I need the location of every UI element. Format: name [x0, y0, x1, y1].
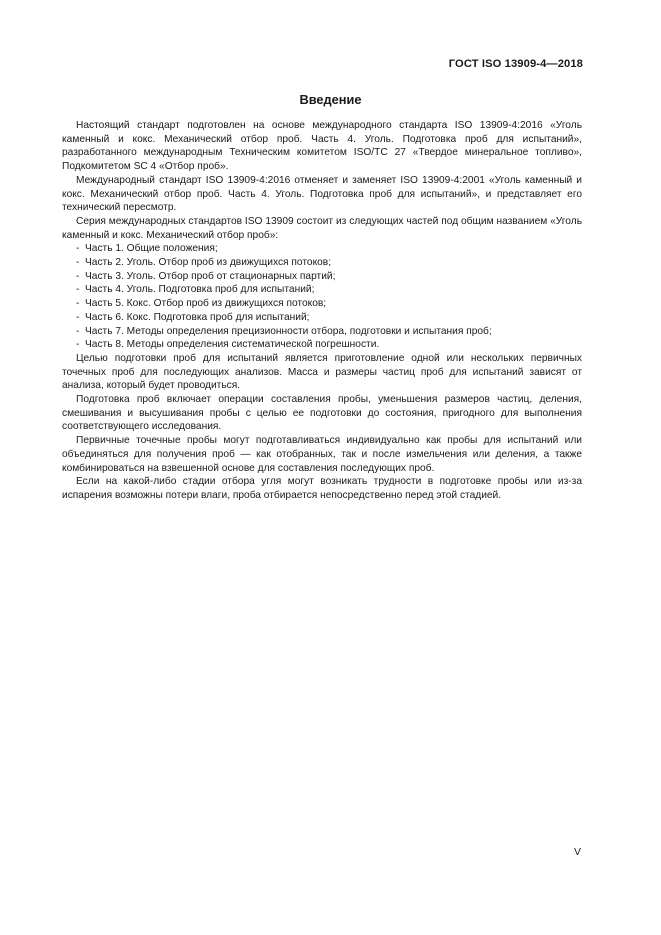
list-item: [76, 338, 582, 352]
list-marker: -: [76, 298, 80, 310]
list-marker: -: [76, 243, 80, 255]
list-item-text: Часть 7. Методы определения прецизионности отбора, подготовки и испытания проб;: [85, 325, 492, 337]
paragraph: Настоящий стандарт подготовлен на основе международного стандарта ISO 13909-4:2016 «Уголь каменный и кокс. Механический отбор проб. Часть 4. Уголь. Подготовка проб для испытаний», разработанного международным Техническим комитетом ISO/TC 27 «Твердое минеральное топливо», Подкомитетом SC 4 «Отбор проб».: [62, 120, 582, 173]
list-item: [76, 297, 582, 311]
list-item-text: Часть 5. Кокс. Отбор проб из движущихся потоков;: [85, 298, 327, 310]
list-item-text: Часть 3. Уголь. Отбор проб от стационарных партий;: [85, 270, 336, 282]
list-item-text: Часть 4. Уголь. Подготовка проб для испытаний;: [85, 284, 315, 296]
list-item-text: Часть 8. Методы определения систематической погрешности.: [85, 339, 380, 351]
section-title: Введение: [299, 92, 362, 107]
list-item: [76, 242, 582, 256]
paragraph: Если на какой-либо стадии отбора угля могут возникать трудности в подготовке пробы или из-за испарения возможны потери влаги, проба отбирается непосредственно перед этой стадией.: [62, 476, 582, 501]
list-item-text: Часть 2. Уголь. Отбор проб из движущихся потоков;: [85, 257, 332, 269]
document-body: [62, 119, 582, 503]
list-item: [76, 256, 582, 270]
parts-list: [62, 242, 582, 352]
paragraph: Серия международных стандартов ISO 13909 состоит из следующих частей под общим названием «Уголь каменный и кокс. Механический отбор проб»:: [62, 215, 582, 241]
list-item-text: Часть 6. Кокс. Подготовка проб для испытаний;: [85, 311, 310, 323]
list-item: [76, 311, 582, 325]
list-item-text: Часть 1. Общие положения;: [85, 243, 218, 255]
page-number: V: [573, 846, 581, 858]
list-marker: -: [76, 284, 80, 296]
paragraph: Целью подготовки проб для испытаний является приготовление одной или нескольких первичных точечных проб для последующих анализов. Масса и размеры частиц проб для испытаний зависят от анализа, который будет проводиться.: [62, 352, 582, 392]
list-marker: -: [76, 257, 80, 269]
paragraph: Подготовка проб включает операции составления пробы, уменьшения размеров частиц, деления, смешивания и высушивания пробы с целью ее подготовки до состояния, пригодного для выполнения соответствующего исследования.: [62, 394, 582, 433]
list-marker: -: [76, 325, 80, 337]
document-code: ГОСТ ISO 13909-4—2018: [448, 58, 583, 70]
list-marker: -: [76, 270, 80, 282]
list-marker: -: [76, 339, 80, 351]
list-marker: -: [76, 311, 80, 323]
list-item: [76, 283, 582, 297]
list-item: [76, 270, 582, 284]
paragraph: Международный стандарт ISO 13909-4:2016 отменяет и заменяет ISO 13909-4:2001 «Уголь каменный и кокс. Механический отбор проб. Часть 4. Уголь. Подготовка проб для испытаний», и представляет его технический пересмотр.: [62, 174, 582, 214]
paragraph: Первичные точечные пробы могут подготавливаться индивидуально как пробы для испытаний или объединяться для получения проб — как отобранных, так и после измельчения или деления, а также комбинироваться на взвешенной основе для составления последующих проб.: [62, 435, 582, 474]
list-item: [76, 325, 582, 339]
